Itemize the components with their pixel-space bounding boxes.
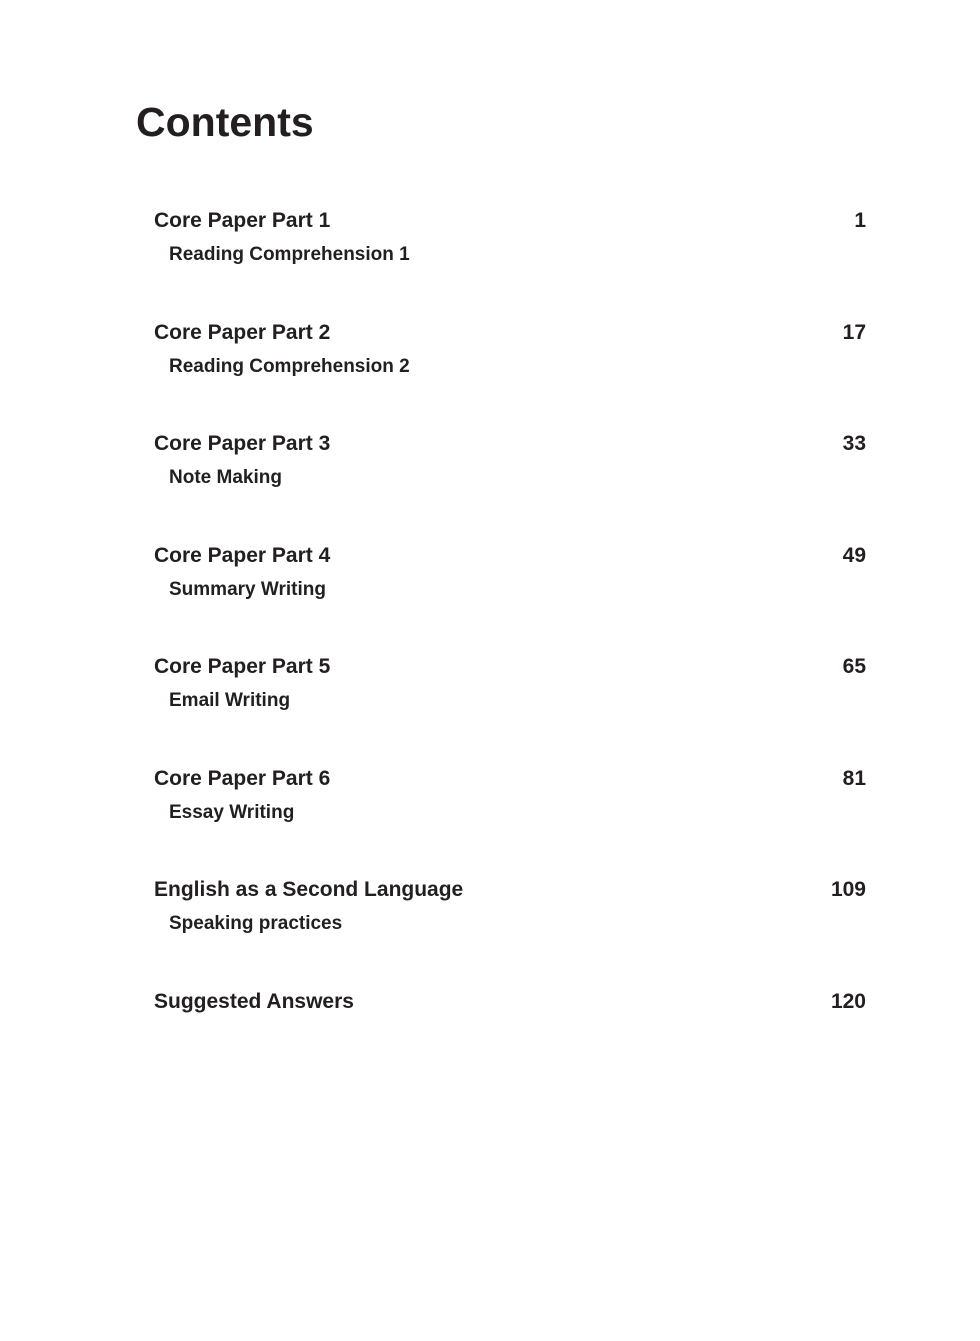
- toc-entry-subtitle: Speaking practices: [169, 913, 343, 934]
- toc-entry[interactable]: [154, 205, 866, 317]
- toc-entry[interactable]: [154, 428, 866, 540]
- toc-entry-page-number: 120: [830, 989, 866, 1013]
- toc-entry-page-number: 81: [842, 766, 866, 790]
- page-title: Contents: [136, 99, 314, 145]
- toc-entry-page-number: 65: [842, 655, 866, 678]
- toc-entry-title[interactable]: Core Paper Part 6: [154, 766, 331, 790]
- toc-entry-page-number: 1: [854, 209, 866, 232]
- toc-entry-page-number: 49: [842, 543, 866, 567]
- toc-entry-page-number: 33: [842, 432, 866, 455]
- toc-entry-page-number: 17: [842, 320, 866, 344]
- toc-entry-title[interactable]: Core Paper Part 3: [154, 432, 331, 455]
- toc-entry[interactable]: [154, 986, 866, 1098]
- toc-entry[interactable]: [154, 540, 866, 652]
- toc-entry[interactable]: [154, 317, 866, 429]
- table-of-contents: [154, 205, 866, 1097]
- toc-entry-subtitle: Summary Writing: [169, 578, 326, 600]
- toc-entry-title[interactable]: Core Paper Part 4: [154, 543, 331, 567]
- toc-entry-title[interactable]: Suggested Answers: [154, 989, 354, 1013]
- toc-entry-page-number: 109: [830, 878, 866, 901]
- toc-entry[interactable]: [154, 874, 866, 986]
- toc-entry-subtitle: Note Making: [169, 467, 282, 488]
- toc-entry-subtitle: Reading Comprehension 2: [169, 355, 410, 377]
- toc-entry[interactable]: [154, 763, 866, 875]
- toc-entry[interactable]: [154, 651, 866, 763]
- toc-entry-title[interactable]: Core Paper Part 5: [154, 655, 331, 678]
- toc-entry-subtitle: Reading Comprehension 1: [169, 244, 410, 265]
- toc-entry-title[interactable]: English as a Second Language: [154, 878, 464, 901]
- toc-entry-title[interactable]: Core Paper Part 1: [154, 209, 331, 232]
- toc-entry-subtitle: Email Writing: [169, 690, 291, 711]
- toc-entry-subtitle: Essay Writing: [169, 801, 295, 823]
- toc-entry-title[interactable]: Core Paper Part 2: [154, 320, 331, 344]
